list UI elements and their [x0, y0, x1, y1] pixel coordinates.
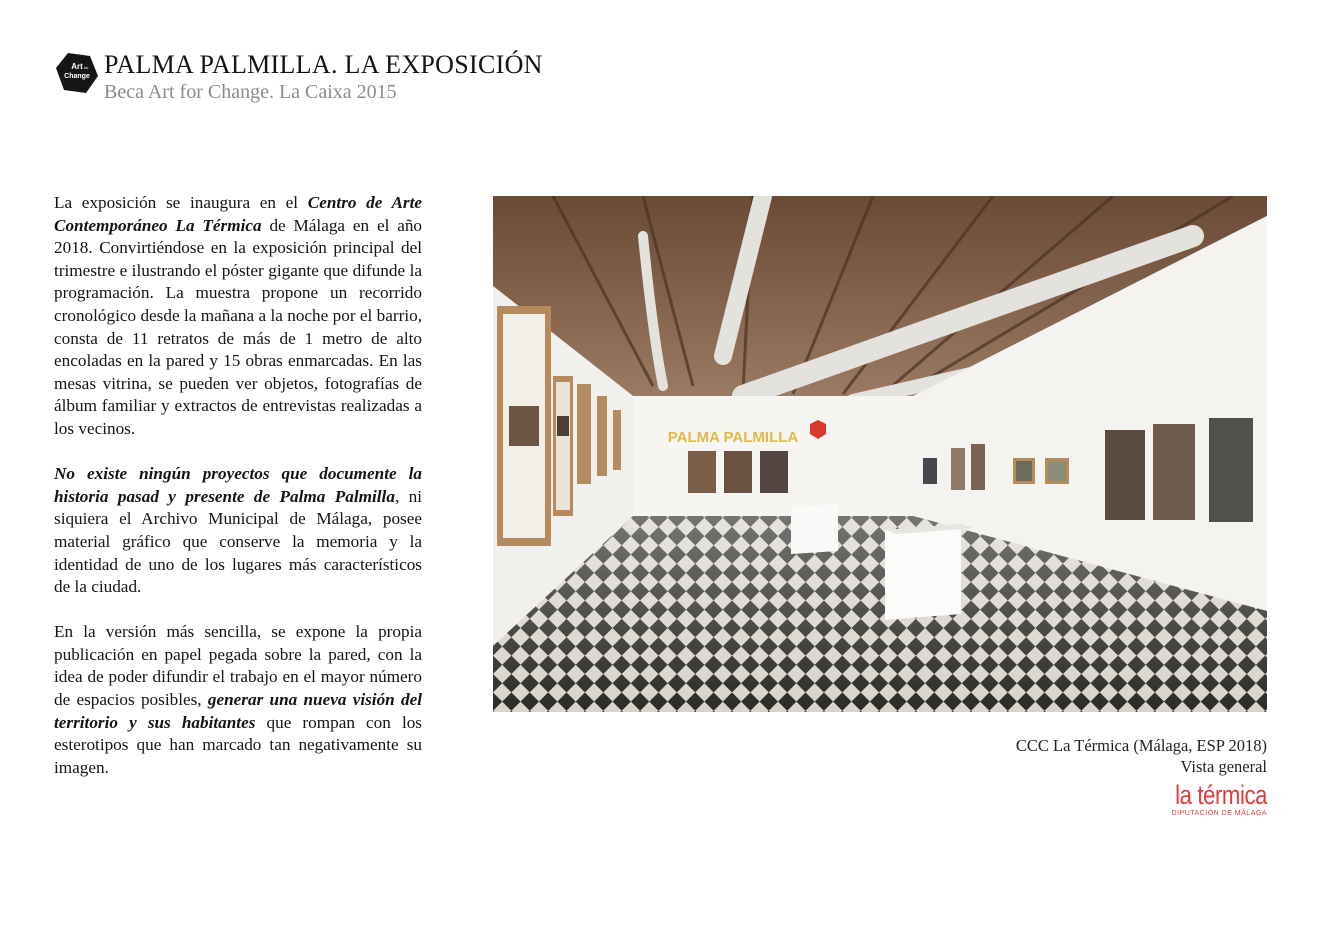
body-text — [54, 192, 422, 802]
emphasis-text: generar una nueva visión del territorio y sus habitantes — [54, 690, 422, 732]
logo-text-line3: Change — [64, 73, 90, 80]
page-title: PALMA PALMILLA. LA EXPOSICIÓN — [104, 50, 543, 79]
emphasis-text: Centro de Arte Contemporáneo La Térmica — [54, 193, 422, 235]
exhibition-photo — [493, 196, 1267, 712]
emphasis-text: No existe ningún proyectos que documente la historia pasad y presente de Palma Palmilla — [54, 464, 422, 506]
paragraph-1 — [54, 192, 422, 441]
page-subtitle: Beca Art for Change. La Caixa 2015 — [104, 81, 397, 103]
logo-text-line1: Art — [71, 62, 83, 71]
photo-caption-sub: Vista general — [1180, 757, 1267, 776]
paragraph-2 — [54, 463, 422, 599]
art-for-change-logo — [56, 52, 98, 94]
wall-title-text: PALMA PALMILLA — [667, 429, 799, 446]
body-text-run: , ni siquiera el Archivo Municipal de Málaga, posee material gráfico que conserve la memoria y la identidad de uno de los lugares más característicos de la ciudad. — [54, 486, 423, 597]
logo-text-line2: for — [84, 65, 89, 70]
photo-caption: CCC La Térmica (Málaga, ESP 2018) — [1015, 736, 1267, 755]
body-text-run: La exposición se inaugura en el — [54, 193, 308, 212]
body-text-run: de Málaga en el año 2018. Convirtiéndose en la exposición principal del trimestre e ilustrando el póster gigante que difunde la programación. La muestra propone un recorrido cronológico desde la mañana a la noche por el barrio, consta de 11 retratos de más de 1 metro de alto encoladas en la pared y 15 obras enmarcadas. En las mesas vitrina, se pueden ver objetos, fotografías de álbum familiar y extractos de entrevistas realizadas a los vecinos. — [54, 215, 423, 438]
la-termica-logo — [1155, 782, 1267, 817]
body-text-run: que rompan con los esterotipos que han marcado tan negativamente su imagen. — [54, 712, 423, 777]
la-termica-name: la térmica — [1175, 780, 1267, 810]
la-termica-sub: DIPUTACIÓN DE MÁLAGA — [1171, 810, 1267, 817]
body-text-run: En la versión más sencilla, se expone la propia publicación en papel pegada sobre la pared, con la idea de poder difundir el trabajo en el mayor número de espacios posibles, — [54, 622, 422, 710]
paragraph-3 — [54, 621, 422, 779]
